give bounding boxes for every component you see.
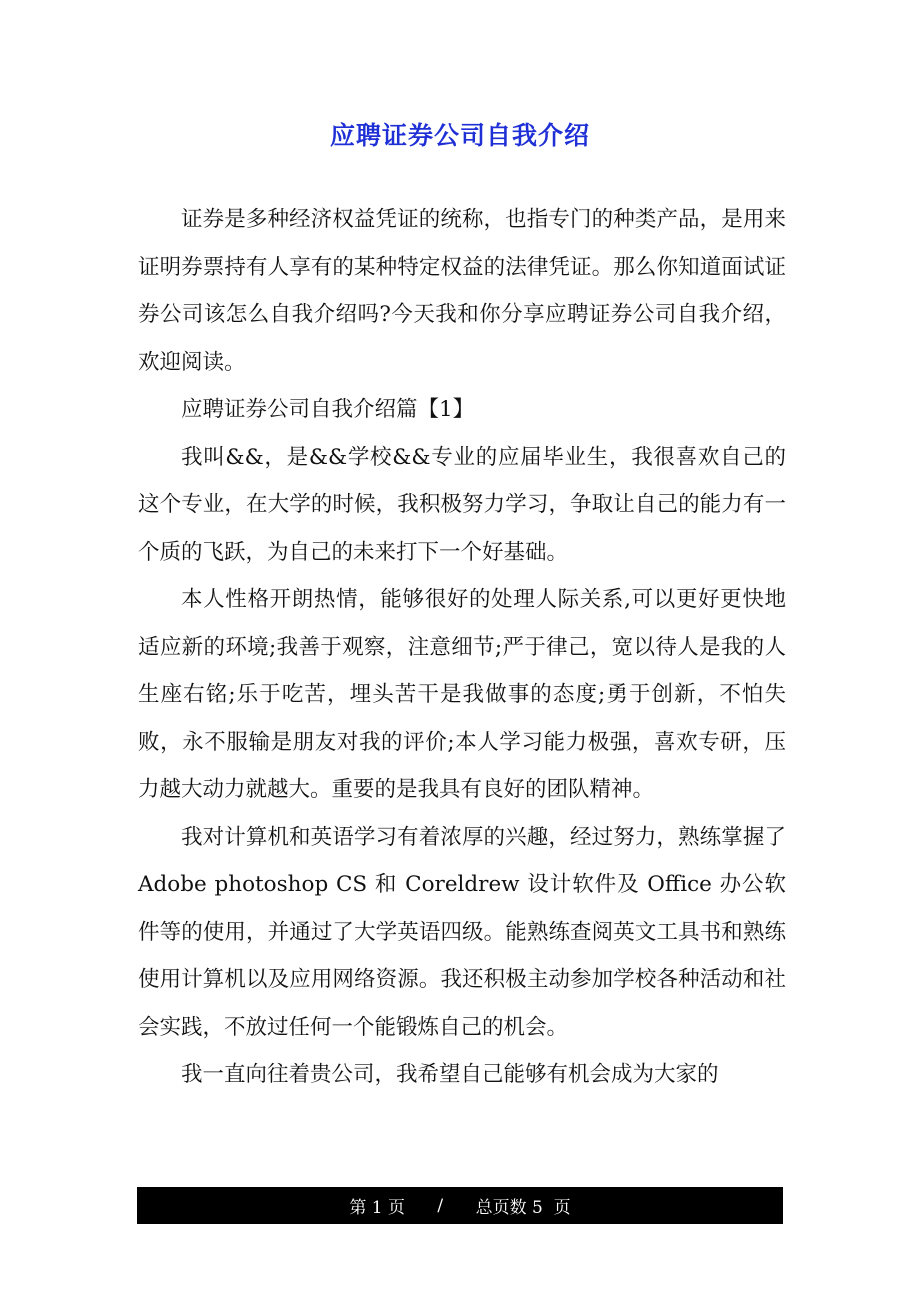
- footer-gap: [443, 1196, 475, 1216]
- paragraph: 我叫&&，是&&学校&&专业的应届毕业生，我很喜欢自己的这个专业，在大学的时候，我积极努力学习，争取让自己的能力有一个质的飞跃，为自己的未来打下一个好基础。: [138, 444, 786, 565]
- paragraph: 本人性格开朗热情，能够很好的处理人际关系,可以更好更快地适应新的环境;我善于观察，注意细节;严于律己，宽以待人是我的人生座右铭;乐于吃苦，埋头苦干是我做事的态度;勇于创新，不怕失败，永不服输是朋友对我的评价;本人学习能力极强，喜欢专研，压力越大动力就越大。重要的是我具有良好的团队精神。: [138, 587, 786, 802]
- document-title: 应聘证券公司自我介绍: [329, 121, 590, 150]
- paragraph: 我一直向往着贵公司，我希望自己能够有机会成为大家的: [181, 1062, 719, 1087]
- total-pages: 总页数 5 页: [475, 1198, 571, 1218]
- document-body: [138, 196, 786, 1099]
- section-heading: 应聘证券公司自我介绍篇【1】: [181, 397, 475, 422]
- paragraph: 我对计算机和英语学习有着浓厚的兴趣，经过努力，熟练掌握了 Adobe photoshop CS 和 Coreldrew 设计软件及 Office 办公软件等的使用，并通过了大学英语四级。能熟练查阅英文工具书和熟练使用计算机以及应用网络资源。我还积极主动参加学校各种活动和社会实践，不放过任何一个能锻炼自己的机会。: [138, 824, 786, 1040]
- footer-separator: /: [437, 1195, 444, 1216]
- footer-gap: [405, 1196, 437, 1216]
- paragraph-intro: 证券是多种经济权益凭证的统称，也指专门的种类产品，是用来证明券票持有人享有的某种特定权益的法律凭证。那么你知道面试证券公司该怎么自我介绍吗?今天我和你分享应聘证券公司自我介绍，欢迎阅读。: [138, 207, 786, 375]
- page-number: 第 1 页: [349, 1198, 405, 1218]
- page-footer: [137, 1187, 783, 1224]
